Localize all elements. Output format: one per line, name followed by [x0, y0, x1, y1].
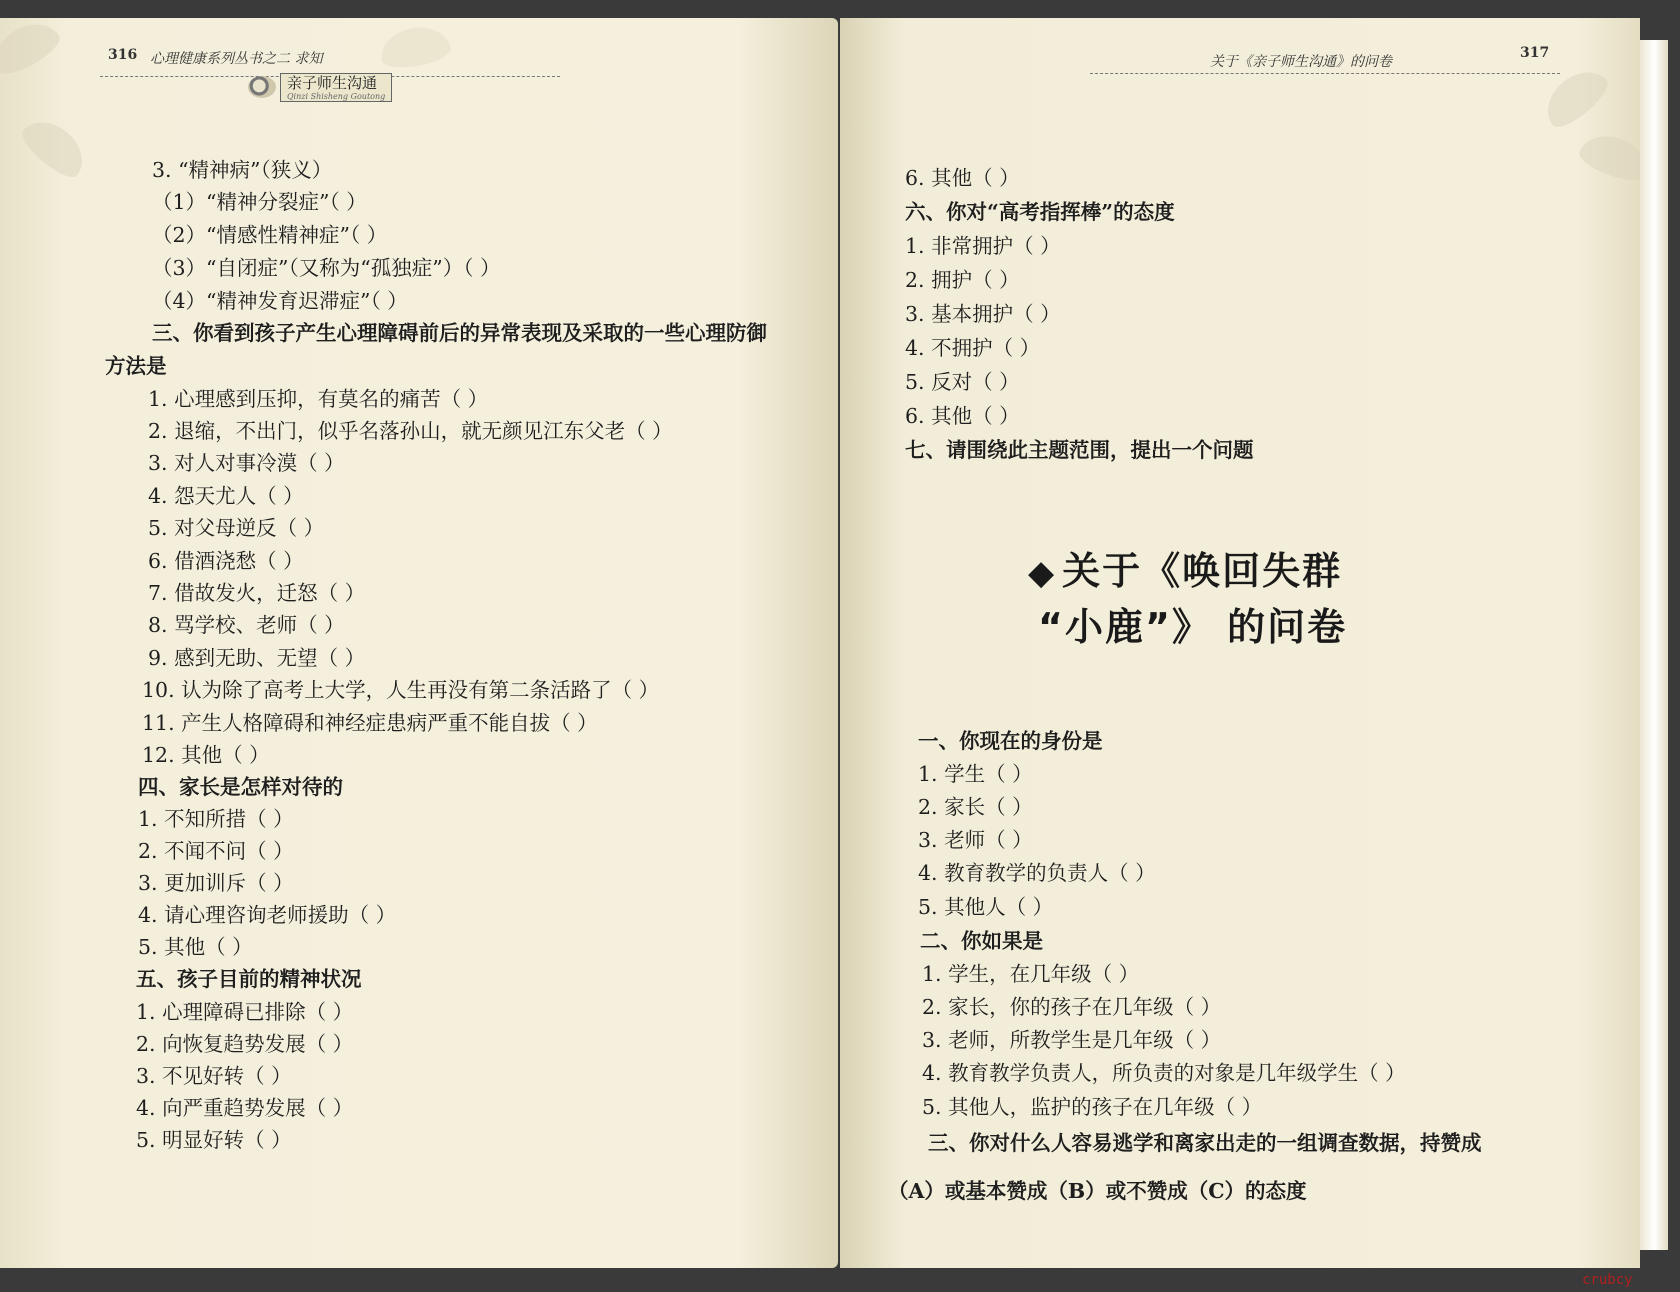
running-title: 关于《亲子师生沟通》的问卷	[1210, 54, 1392, 70]
text-line: 3. “精神病”（狭义）	[152, 158, 333, 182]
page-stack-edge	[1640, 40, 1668, 1250]
leaf-decoration	[377, 22, 453, 72]
text-line: 10. 认为除了高考上大学，人生再没有第二条活路了（ ）	[142, 678, 660, 702]
section-heading: 六、你对“高考指挥棒”的态度	[905, 200, 1175, 224]
section-heading: 方法是	[105, 354, 167, 378]
text-line: （2）“情感性精神症”（ ）	[152, 223, 388, 247]
leaf-decoration	[0, 18, 65, 81]
leaf-decoration	[1576, 127, 1640, 187]
text-line: 3. 老师，所教学生是几年级（ ）	[922, 1028, 1222, 1052]
leaf-decoration	[1536, 60, 1614, 134]
text-line: 2. 退缩，不出门，似乎名落孙山，就无颜见江东父老（ ）	[148, 419, 673, 443]
text-line: （3）“自闭症”（又称为“孤独症”）（ ）	[152, 256, 501, 280]
text-line: 3. 老师（ ）	[918, 828, 1033, 852]
section-title-text: 关于《唤回失群	[1062, 549, 1343, 593]
text-line: 1. 学生，在几年级（ ）	[922, 962, 1140, 986]
text-line: 2. 向恢复趋势发展（ ）	[136, 1032, 354, 1056]
text-line: 5. 其他人，监护的孩子在几年级（ ）	[922, 1095, 1263, 1119]
section-heading: （A）或基本赞成（B）或不赞成（C）的态度	[888, 1179, 1307, 1203]
text-line: （4）“精神发育迟滞症”（ ）	[152, 289, 408, 313]
section-heading: 二、你如果是	[920, 929, 1043, 953]
text-line: 1. 非常拥护（ ）	[905, 234, 1061, 258]
text-line: 1. 心理障碍已排除（ ）	[136, 1000, 354, 1024]
text-line: 5. 其他人（ ）	[918, 895, 1054, 919]
text-line: 4. 向严重趋势发展（ ）	[136, 1096, 354, 1120]
section-heading: 五、孩子目前的精神状况	[136, 967, 362, 991]
text-line: 1. 心理感到压抑，有莫名的痛苦（ ）	[148, 387, 489, 411]
section-heading: 七、请围绕此主题范围，提出一个问题	[905, 438, 1254, 462]
text-line: 3. 不见好转（ ）	[136, 1064, 292, 1088]
text-line: 3. 基本拥护（ ）	[905, 302, 1061, 326]
text-line: 4. 教育教学负责人，所负责的对象是几年级学生（ ）	[922, 1061, 1406, 1085]
text-line: 7. 借故发火，迁怒（ ）	[148, 581, 366, 605]
text-line: 8. 骂学校、老师（ ）	[148, 613, 345, 637]
text-line: 2. 拥护（ ）	[905, 268, 1020, 292]
brand-title: 亲子师生沟通	[287, 74, 378, 92]
text-line: 6. 其他（ ）	[905, 166, 1020, 190]
brand-subtitle: Qinzi Shisheng Goutong	[287, 92, 386, 101]
text-line: 2. 不闻不问（ ）	[138, 839, 294, 863]
text-line: 5. 反对（ ）	[905, 370, 1020, 394]
text-line: 3. 对人对事冷漠（ ）	[148, 451, 345, 475]
section-heading: 三、你看到孩子产生心理障碍前后的异常表现及采取的一些心理防御	[152, 321, 767, 345]
text-line: 5. 明显好转（ ）	[136, 1128, 292, 1152]
header-rule	[1090, 73, 1560, 74]
text-line: 4. 怨天尤人（ ）	[148, 484, 304, 508]
leaf-decoration	[16, 110, 94, 184]
text-line: 12. 其他（ ）	[142, 743, 270, 767]
text-line: 1. 不知所措（ ）	[138, 807, 294, 831]
text-line: （1）“精神分裂症”（ ）	[152, 190, 367, 214]
section-title-line2: “小鹿”》 的问卷	[1038, 605, 1348, 649]
text-line: 9. 感到无助、无望（ ）	[148, 646, 366, 670]
series-title: 心理健康系列丛书之二 求知	[150, 51, 323, 67]
text-line: 3. 更加训斥（ ）	[138, 871, 294, 895]
text-line: 4. 教育教学的负责人（ ）	[918, 861, 1156, 885]
text-line: 6. 借酒浇愁（ ）	[148, 549, 304, 573]
text-line: 4. 请心理咨询老师援助（ ）	[138, 903, 397, 927]
text-line: 5. 其他（ ）	[138, 935, 253, 959]
text-line: 6. 其他（ ）	[905, 404, 1020, 428]
text-line: 5. 对父母逆反（ ）	[148, 516, 325, 540]
right-page	[840, 18, 1640, 1268]
left-page	[0, 18, 838, 1268]
section-heading: 四、家长是怎样对待的	[138, 775, 343, 799]
text-line: 2. 家长，你的孩子在几年级（ ）	[922, 995, 1222, 1019]
section-heading: 一、你现在的身份是	[918, 729, 1103, 753]
text-line: 2. 家长（ ）	[918, 795, 1033, 819]
page-number: 317	[1520, 45, 1550, 61]
section-heading: 三、你对什么人容易逃学和离家出走的一组调查数据，持赞成	[928, 1131, 1482, 1155]
text-line: 11. 产生人格障碍和神经症患病严重不能自拔（ ）	[142, 711, 598, 735]
section-title-line1	[1028, 548, 1342, 596]
text-line: 1. 学生（ ）	[918, 762, 1033, 786]
page-number: 316	[108, 47, 138, 63]
brand-logo-icon	[248, 76, 276, 98]
watermark: crubcy	[1582, 1272, 1633, 1288]
brand-box	[280, 73, 392, 102]
diamond-icon: ◆	[1028, 553, 1057, 593]
text-line: 4. 不拥护（ ）	[905, 336, 1041, 360]
